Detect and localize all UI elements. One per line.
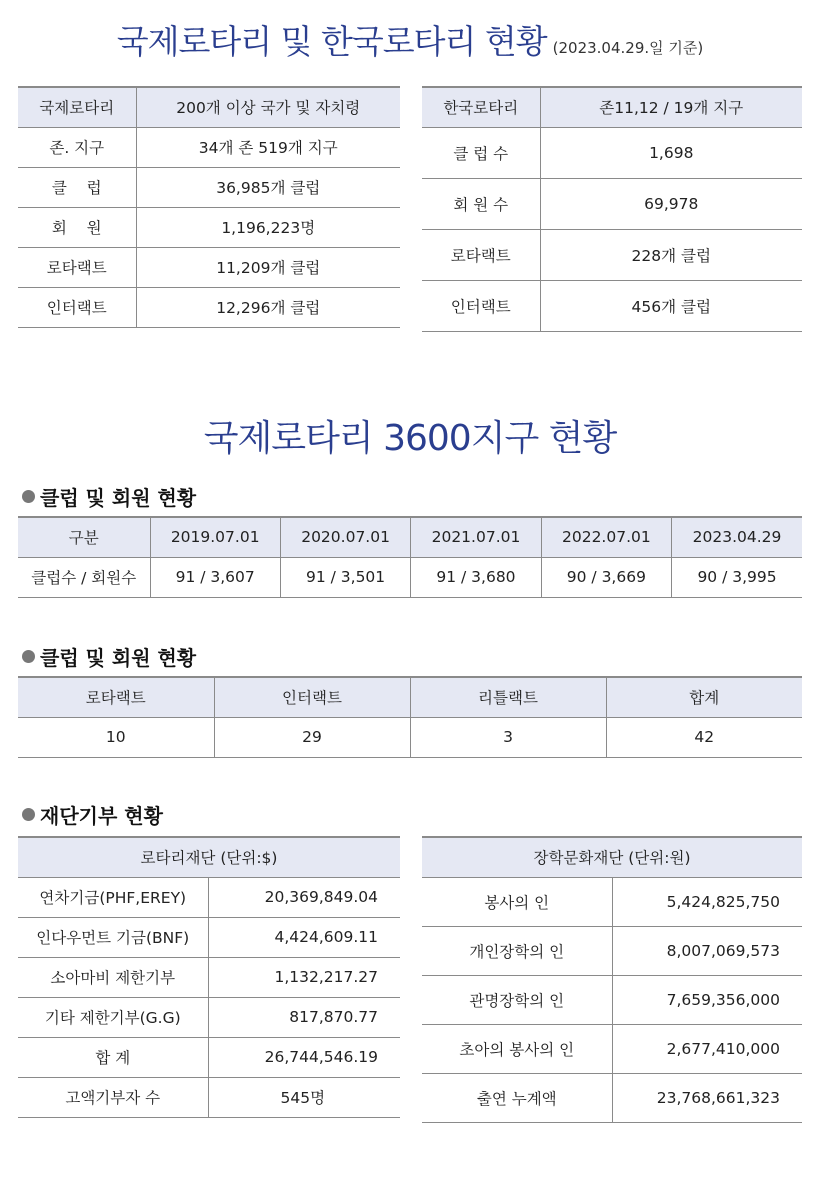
table-row: [18, 877, 400, 917]
row-value: 26,744,546.19: [208, 1037, 400, 1077]
table-row: [18, 207, 400, 247]
table-row: [18, 917, 400, 957]
section-heading-text: 클럽 및 회원 현황: [40, 486, 197, 510]
row-value: 91 / 3,501: [280, 557, 410, 597]
header-cell: 200개 이상 국가 및 자치령: [136, 87, 400, 127]
header-cell: 로타리재단 (단위:$): [18, 837, 400, 877]
row-value: 2,677,410,000: [612, 1024, 802, 1073]
row-value: 1,196,223명: [136, 207, 400, 247]
header-cell: 국제로타리: [18, 87, 136, 127]
table-row: [18, 287, 400, 327]
table-header-row: [422, 837, 802, 877]
table-row: [18, 247, 400, 287]
table-row: [422, 1024, 802, 1073]
international-rotary-table: [18, 86, 400, 328]
header-cell: 장학문화재단 (단위:원): [422, 837, 802, 877]
row-label: 고액기부자 수: [18, 1077, 208, 1117]
table-row: [18, 1077, 400, 1117]
row-value: 29: [214, 717, 410, 757]
row-value: 91 / 3,680: [411, 557, 541, 597]
row-value: 5,424,825,750: [612, 877, 802, 926]
table-row: [422, 975, 802, 1024]
row-value: 12,296개 클럽: [136, 287, 400, 327]
table-header-row: [18, 837, 400, 877]
section-heading-clubs: [22, 642, 196, 671]
header-cell: 구분: [18, 517, 150, 557]
table-row: [422, 229, 802, 280]
header-cell: 2020.07.01: [280, 517, 410, 557]
row-value: 90 / 3,669: [541, 557, 671, 597]
row-label: 클 럽 수: [422, 127, 540, 178]
header-cell: 한국로타리: [422, 87, 540, 127]
bullet-icon: [22, 490, 35, 503]
row-label: 소아마비 제한기부: [18, 957, 208, 997]
row-value: 456개 클럽: [540, 280, 802, 331]
district-title: 국제로타리 3600지구 현황: [203, 418, 617, 459]
row-value: 91 / 3,607: [150, 557, 280, 597]
table-row: [422, 926, 802, 975]
header-cell: 2019.07.01: [150, 517, 280, 557]
row-label: 관명장학의 인: [422, 975, 612, 1024]
row-label: 로타랙트: [422, 229, 540, 280]
header-cell: 2023.04.29: [672, 517, 802, 557]
table-header-row: [18, 87, 400, 127]
table-row: [18, 997, 400, 1037]
header-cell: 리틀랙트: [410, 677, 606, 717]
row-label: 연차기금(PHF,EREY): [18, 877, 208, 917]
row-label: 인터랙트: [422, 280, 540, 331]
section-heading-donations: [22, 800, 163, 829]
scholarship-foundation-table: [422, 836, 802, 1123]
row-value: 20,369,849.04: [208, 877, 400, 917]
row-label: 초아의 봉사의 인: [422, 1024, 612, 1073]
table-row: [18, 167, 400, 207]
row-value: 545명: [208, 1077, 400, 1117]
table-header-row: [422, 87, 802, 127]
table-row: [18, 127, 400, 167]
title-main: 국제로타리 및 한국로타리 현황: [116, 22, 547, 61]
row-label: 클 럽: [18, 167, 136, 207]
row-value: 817,870.77: [208, 997, 400, 1037]
row-label: 회 원 수: [422, 178, 540, 229]
row-label: 존. 지구: [18, 127, 136, 167]
section-heading-members: [22, 482, 196, 511]
section-heading-text: 재단기부 현황: [40, 804, 163, 828]
table-row: [422, 178, 802, 229]
table-row: [422, 1073, 802, 1122]
row-label: 회 원: [18, 207, 136, 247]
youth-club-table: [18, 676, 802, 758]
rotary-foundation-table: [18, 836, 400, 1118]
row-value: 3: [410, 717, 606, 757]
row-value: 1,698: [540, 127, 802, 178]
row-label: 클럽수 / 회원수: [18, 557, 150, 597]
section-heading-text: 클럽 및 회원 현황: [40, 646, 197, 670]
korea-rotary-table: [422, 86, 802, 332]
header-cell: 로타랙트: [18, 677, 214, 717]
header-cell: 2021.07.01: [411, 517, 541, 557]
header-cell: 존11,12 / 19개 지구: [540, 87, 802, 127]
table-row: [18, 717, 802, 757]
row-label: 봉사의 인: [422, 877, 612, 926]
table-row: [18, 957, 400, 997]
row-value: 23,768,661,323: [612, 1073, 802, 1122]
row-label: 기타 제한기부(G.G): [18, 997, 208, 1037]
row-label: 인터랙트: [18, 287, 136, 327]
row-label: 개인장학의 인: [422, 926, 612, 975]
table-row: [422, 280, 802, 331]
row-value: 8,007,069,573: [612, 926, 802, 975]
row-value: 228개 클럽: [540, 229, 802, 280]
row-value: 10: [18, 717, 214, 757]
header-cell: 2022.07.01: [541, 517, 671, 557]
table-row: [18, 1037, 400, 1077]
table-header-row: [18, 517, 802, 557]
bullet-icon: [22, 650, 35, 663]
page-title: [0, 16, 820, 63]
row-value: 36,985개 클럽: [136, 167, 400, 207]
row-value: 4,424,609.11: [208, 917, 400, 957]
row-value: 90 / 3,995: [672, 557, 802, 597]
row-value: 42: [606, 717, 802, 757]
table-row: [422, 877, 802, 926]
row-value: 1,132,217.27: [208, 957, 400, 997]
row-value: 7,659,356,000: [612, 975, 802, 1024]
table-row: [422, 127, 802, 178]
header-cell: 합계: [606, 677, 802, 717]
table-header-row: [18, 677, 802, 717]
row-label: 로타랙트: [18, 247, 136, 287]
header-cell: 인터랙트: [214, 677, 410, 717]
row-value: 69,978: [540, 178, 802, 229]
row-value: 11,209개 클럽: [136, 247, 400, 287]
title-date: (2023.04.29.일 기준): [552, 39, 704, 57]
row-label: 합 계: [18, 1037, 208, 1077]
row-label: 출연 누계액: [422, 1073, 612, 1122]
club-member-trend-table: [18, 516, 802, 598]
table-row: [18, 557, 802, 597]
row-label: 인다우먼트 기금(BNF): [18, 917, 208, 957]
bullet-icon: [22, 808, 35, 821]
row-value: 34개 존 519개 지구: [136, 127, 400, 167]
